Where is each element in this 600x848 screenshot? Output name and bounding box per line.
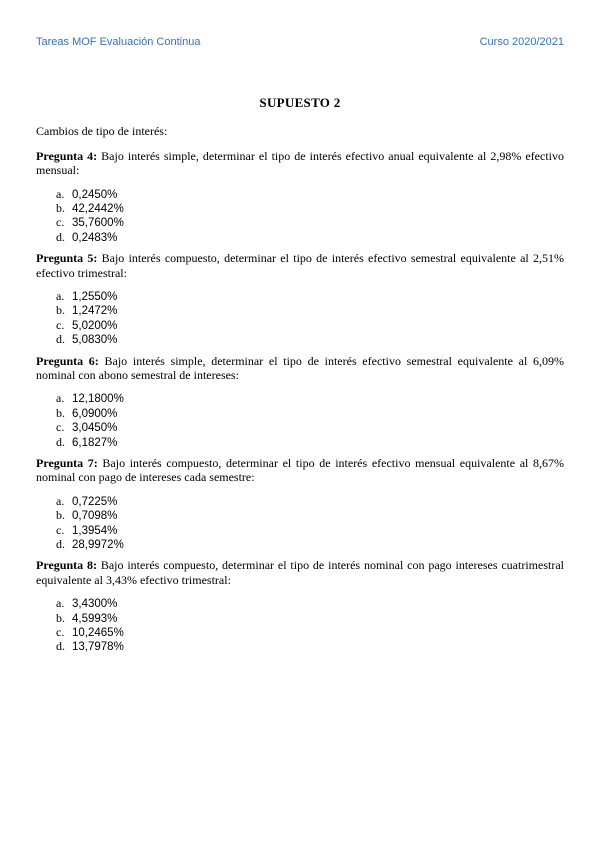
page-title: SUPUESTO 2: [259, 95, 341, 110]
option-letter: a.: [56, 493, 65, 508]
option-b: [56, 611, 564, 625]
option-value: 3,0450%: [72, 422, 118, 435]
option-letter: a.: [56, 289, 65, 303]
option-value: 1,2550%: [72, 291, 118, 303]
option-letter: c.: [56, 215, 65, 230]
option-letter: d.: [56, 332, 65, 347]
header-right-text: Curso 2020/2021: [479, 36, 564, 48]
option-value: 0,2483%: [72, 231, 118, 244]
option-value: 0,2450%: [72, 188, 118, 201]
question-body: Bajo interés compuesto, determinar el tipo de interés efectivo mensual equivalente al 8,67% nominal con pago de intereses cada semestre:: [36, 455, 565, 485]
options-list: [36, 596, 564, 654]
option-letter: a.: [56, 186, 65, 201]
option-value: 6,0900%: [72, 407, 118, 420]
option-value: 13,7978%: [72, 641, 124, 654]
question-label: Pregunta 6:: [36, 353, 99, 368]
option-value: 42,2442%: [72, 203, 124, 216]
options-list: [36, 494, 564, 552]
question-label: Pregunta 4:: [36, 148, 98, 163]
question-text: [36, 558, 564, 587]
option-b: [56, 406, 564, 420]
question-block: [36, 354, 564, 449]
document-body: [36, 96, 564, 661]
question-label: Pregunta 8:: [36, 558, 97, 573]
page-header: [36, 36, 564, 52]
option-letter: b.: [56, 508, 65, 523]
question-block: [36, 456, 564, 551]
option-letter: d.: [56, 536, 65, 551]
option-letter: b.: [56, 201, 65, 216]
option-b: [56, 201, 564, 215]
option-c: [56, 318, 564, 332]
question-text: [36, 251, 564, 280]
options-list: [36, 391, 564, 449]
option-value: 10,2465%: [72, 626, 124, 639]
option-b: [56, 303, 564, 317]
option-letter: d.: [56, 434, 65, 449]
option-letter: b.: [56, 610, 65, 625]
option-value: 0,7225%: [72, 495, 118, 508]
question-label: Pregunta 7:: [36, 455, 98, 470]
option-value: 28,9972%: [72, 538, 124, 551]
question-body: Bajo interés simple, determinar el tipo de interés efectivo semestral equivalente al 6,09% nominal con abono semestral de intereses:: [36, 353, 565, 382]
header-left-text: Tareas MOF Evaluación Continua: [36, 36, 201, 48]
option-d: [56, 332, 564, 346]
option-a: [56, 494, 564, 508]
option-c: [56, 420, 564, 434]
option-value: 1,2472%: [72, 305, 118, 318]
option-c: [56, 625, 564, 639]
option-d: [56, 639, 564, 653]
option-value: 12,1800%: [72, 393, 124, 406]
question-body: Bajo interés compuesto, determinar el tipo de interés efectivo semestral equivalente al 2,51% efectivo trimestral:: [36, 251, 564, 280]
question-body: Bajo interés simple, determinar el tipo de interés efectivo anual equivalente al 2,98% efectivo mensual:: [36, 148, 565, 178]
option-letter: c.: [56, 420, 65, 435]
option-value: 5,0830%: [72, 334, 118, 347]
option-letter: a.: [56, 391, 65, 406]
option-a: [56, 187, 564, 201]
intro-text: Cambios de tipo de interés:: [36, 124, 168, 139]
option-d: [56, 537, 564, 551]
options-list: [36, 187, 564, 245]
option-a: [56, 391, 564, 405]
option-value: 4,5993%: [72, 612, 118, 625]
option-a: [56, 596, 564, 610]
option-d: [56, 230, 564, 244]
question-block: [36, 251, 564, 346]
option-a: [56, 289, 564, 303]
option-c: [56, 215, 564, 229]
option-letter: d.: [56, 639, 65, 654]
option-letter: b.: [56, 303, 65, 318]
option-value: 5,0200%: [72, 319, 118, 332]
option-c: [56, 523, 564, 537]
option-b: [56, 508, 564, 522]
option-value: 3,4300%: [72, 598, 118, 611]
question-label: Pregunta 5:: [36, 251, 98, 266]
question-text: [36, 354, 564, 383]
question-block: [36, 149, 564, 244]
option-letter: a.: [56, 596, 65, 611]
option-value: 35,7600%: [72, 217, 124, 230]
option-value: 6,1827%: [72, 436, 118, 449]
question-block: [36, 558, 564, 653]
option-letter: d.: [56, 229, 65, 244]
option-letter: b.: [56, 405, 65, 420]
question-text: [36, 149, 564, 178]
option-letter: c.: [56, 624, 65, 639]
question-body: Bajo interés compuesto, determinar el tipo de interés nominal con pago intereses cuatrimestral equivalente al 3,43% efectivo trimestral:: [36, 558, 564, 587]
option-letter: c.: [56, 317, 65, 332]
question-text: [36, 456, 564, 485]
option-value: 1,3954%: [72, 524, 118, 537]
options-list: [36, 289, 564, 347]
option-d: [56, 435, 564, 449]
option-value: 0,7098%: [72, 510, 118, 523]
option-letter: c.: [56, 522, 65, 537]
